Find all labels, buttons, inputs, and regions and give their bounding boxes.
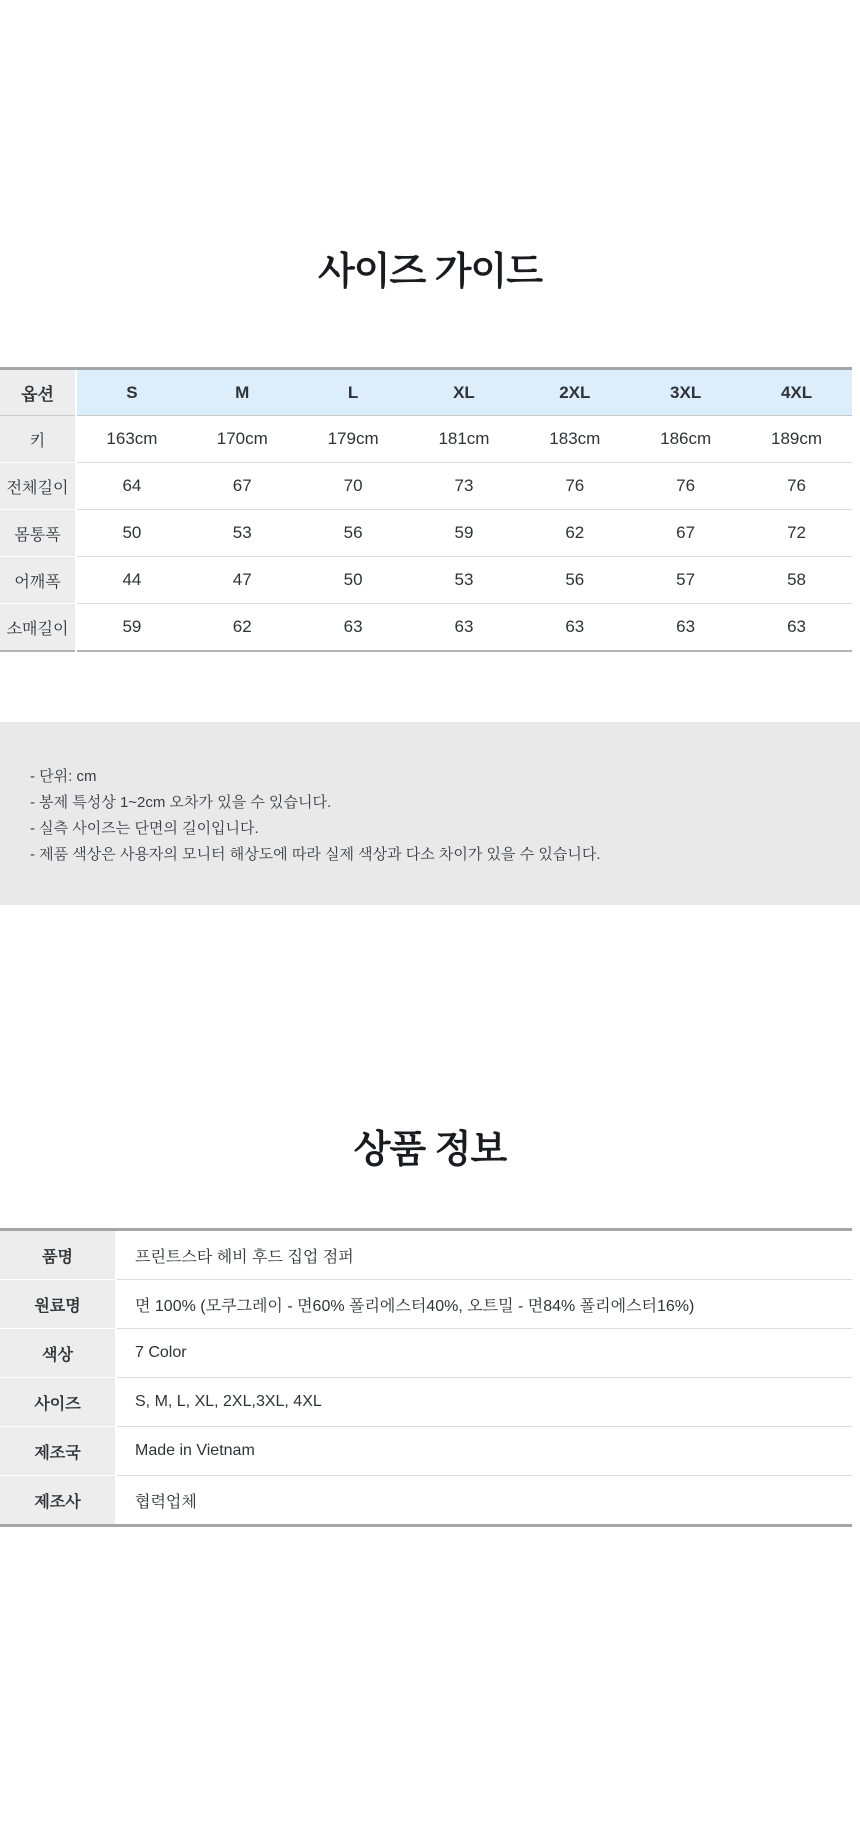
size-cell: 62 (519, 510, 630, 557)
size-cell: 70 (298, 463, 409, 510)
size-row-label: 전체길이 (0, 463, 76, 510)
size-cell: 59 (76, 604, 187, 652)
size-cell: 64 (76, 463, 187, 510)
size-cell: 56 (298, 510, 409, 557)
size-cell: 72 (741, 510, 852, 557)
size-column-header: 4XL (741, 369, 852, 416)
size-table-row (0, 510, 852, 557)
size-cell: 63 (630, 604, 741, 652)
product-info-row (0, 1280, 852, 1329)
product-info-value: 7 Color (116, 1329, 852, 1378)
size-column-header: M (187, 369, 298, 416)
size-row-label: 소매길이 (0, 604, 76, 652)
size-table-row (0, 557, 852, 604)
size-cell: 59 (409, 510, 520, 557)
product-info-label: 원료명 (0, 1280, 116, 1329)
size-note-line: - 단위: cm (30, 768, 97, 785)
size-note-line: - 봉제 특성상 1~2cm 오차가 있을 수 있습니다. (30, 794, 332, 811)
product-info-label: 사이즈 (0, 1378, 116, 1427)
size-row-label: 몸통폭 (0, 510, 76, 557)
size-cell: 63 (298, 604, 409, 652)
size-cell: 56 (519, 557, 630, 604)
size-cell: 44 (76, 557, 187, 604)
size-notes-box (0, 722, 860, 905)
size-guide-title: 사이즈 가이드 (318, 251, 542, 293)
size-row-label: 어깨폭 (0, 557, 76, 604)
size-cell: 53 (187, 510, 298, 557)
size-table-row (0, 416, 852, 463)
product-info-table (0, 1228, 852, 1527)
size-cell: 50 (76, 510, 187, 557)
size-cell: 163cm (76, 416, 187, 463)
size-cell: 53 (409, 557, 520, 604)
size-note-line: - 제품 색상은 사용자의 모니터 해상도에 따라 실제 색상과 다소 차이가 있을 수 있습니다. (30, 846, 601, 863)
product-info-label: 색상 (0, 1329, 116, 1378)
size-cell: 189cm (741, 416, 852, 463)
size-table-row (0, 463, 852, 510)
size-cell: 50 (298, 557, 409, 604)
size-table-header-row (0, 369, 852, 416)
size-column-header: 2XL (519, 369, 630, 416)
size-cell: 76 (519, 463, 630, 510)
size-column-header: XL (409, 369, 520, 416)
product-info-value: 프린트스타 헤비 후드 집업 점퍼 (116, 1230, 852, 1280)
size-cell: 76 (630, 463, 741, 510)
size-cell: 47 (187, 557, 298, 604)
size-table-row (0, 604, 852, 652)
product-info-row (0, 1476, 852, 1526)
size-cell: 58 (741, 557, 852, 604)
product-info-row (0, 1230, 852, 1280)
size-notes-list (30, 764, 830, 868)
size-column-header: 3XL (630, 369, 741, 416)
product-info-row (0, 1378, 852, 1427)
size-cell: 63 (409, 604, 520, 652)
size-cell: 170cm (187, 416, 298, 463)
size-cell: 62 (187, 604, 298, 652)
product-info-value: S, M, L, XL, 2XL,3XL, 4XL (116, 1378, 852, 1427)
size-cell: 67 (187, 463, 298, 510)
product-info-row (0, 1329, 852, 1378)
size-note-line: - 실측 사이즈는 단면의 길이입니다. (30, 820, 259, 837)
size-cell: 57 (630, 557, 741, 604)
product-info-value: 면 100% (모쿠그레이 - 면60% 폴리에스터40%, 오트밀 - 면84% 폴리에스터16%) (116, 1280, 852, 1329)
product-info-row (0, 1427, 852, 1476)
size-cell: 67 (630, 510, 741, 557)
size-column-header: L (298, 369, 409, 416)
size-cell: 179cm (298, 416, 409, 463)
product-info-label: 제조사 (0, 1476, 116, 1526)
product-info-value: Made in Vietnam (116, 1427, 852, 1476)
product-info-label: 품명 (0, 1230, 116, 1280)
size-cell: 183cm (519, 416, 630, 463)
size-cell: 186cm (630, 416, 741, 463)
product-info-title: 상품 정보 (353, 1129, 507, 1171)
size-cell: 73 (409, 463, 520, 510)
product-info-label: 제조국 (0, 1427, 116, 1476)
size-cell: 63 (741, 604, 852, 652)
size-cell: 63 (519, 604, 630, 652)
size-row-label: 키 (0, 416, 76, 463)
size-cell: 76 (741, 463, 852, 510)
size-cell: 181cm (409, 416, 520, 463)
size-table-corner-header: 옵션 (0, 369, 76, 416)
size-column-header: S (76, 369, 187, 416)
product-info-value: 협력업체 (116, 1476, 852, 1526)
size-guide-table (0, 367, 852, 652)
